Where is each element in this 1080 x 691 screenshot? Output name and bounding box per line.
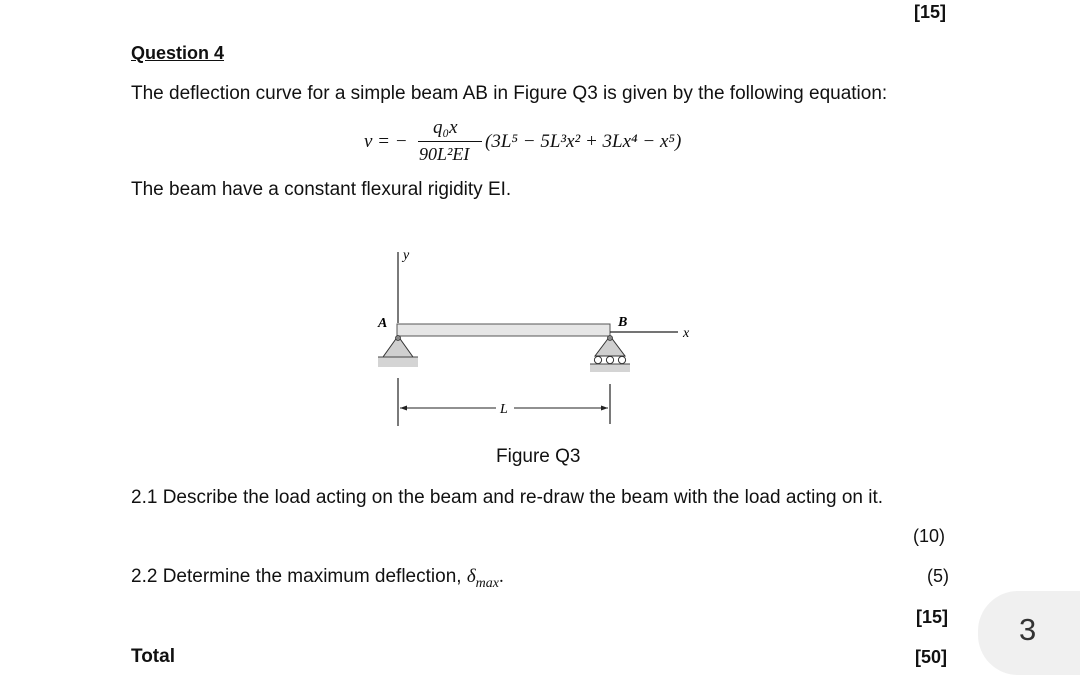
ground-a	[378, 357, 418, 367]
part-2-2-text	[131, 566, 504, 592]
page-number: 3	[1019, 612, 1037, 647]
part-2-1-marks: (10)	[913, 526, 946, 546]
part-2-2-label: 2.2 Determine the maximum deflection,	[131, 566, 467, 587]
fraction-bar	[418, 141, 482, 142]
total-marks: [50]	[915, 647, 948, 667]
beam	[397, 324, 610, 336]
rigidity-note: The beam have a constant flexural rigidity EI.	[131, 179, 512, 200]
delta-subscript: max	[475, 575, 499, 591]
question-title: Question 4	[131, 43, 225, 63]
part-2-2-end: .	[498, 566, 504, 587]
delta-symbol: δ	[466, 566, 476, 587]
question-intro: The deflection curve for a simple beam AB in Figure Q3 is given by the following equation:	[131, 83, 888, 104]
subtotal-marks: [15]	[916, 607, 949, 627]
equation-rhs: (3L⁵ − 5L³x² + 3Lx⁴ − x⁵)	[485, 131, 682, 152]
header-marks: [15]	[914, 2, 947, 22]
part-2-2-marks: (5)	[927, 566, 949, 586]
part-2-1-text: 2.1 Describe the load acting on the beam and re-draw the beam with the load acting on it.	[131, 487, 884, 508]
equation-lhs: v = −	[364, 131, 408, 152]
equation-numerator: q₀x	[433, 117, 458, 138]
label-l: L	[500, 402, 508, 417]
figure-caption: Figure Q3	[496, 446, 581, 467]
label-y: y	[403, 248, 410, 263]
equation-denominator: 90L²EI	[419, 144, 470, 164]
label-b: B	[618, 315, 628, 330]
ground-b	[590, 364, 630, 372]
beam-figure	[370, 240, 710, 430]
label-x: x	[683, 326, 690, 341]
label-a: A	[378, 316, 388, 331]
total-label: Total	[131, 646, 175, 667]
